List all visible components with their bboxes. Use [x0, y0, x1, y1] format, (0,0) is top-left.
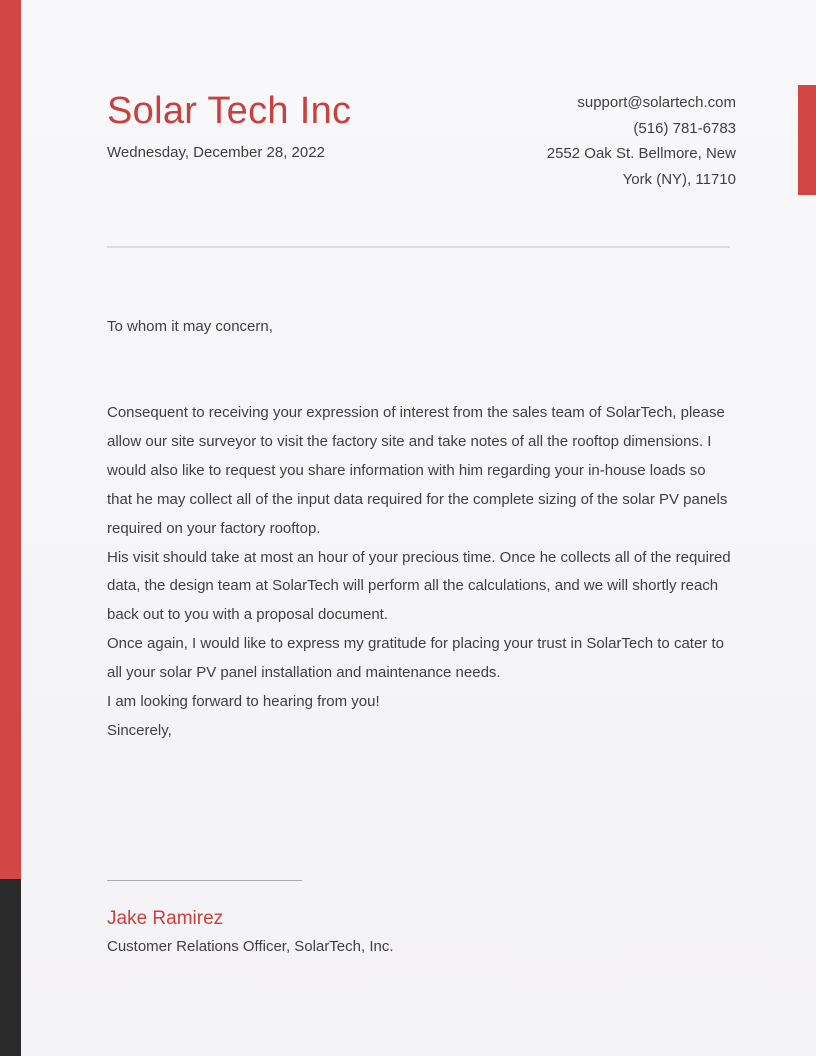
body-paragraph: I am looking forward to hearing from you! — [107, 693, 380, 711]
company-name: Solar Tech Inc — [107, 90, 352, 132]
left-dark-bar — [0, 879, 21, 1056]
body-paragraph: Consequent to receiving your expression of interest from the sales team of SolarTech, please allow our site surveyor to visit the factory site and take notes of all the rooftop dimensions. I would also like to request you share information with him regarding your in-house loads so that he may collect all of the input data required for the complete sizing of the solar PV panels required on your factory rooftop. — [107, 404, 728, 537]
letter-date: Wednesday, December 28, 2022 — [107, 144, 325, 161]
contact-phone: (516) 781-6783 — [633, 119, 736, 137]
contact-address-line2: York (NY), 11710 — [622, 171, 736, 189]
letter-body — [107, 399, 732, 746]
contact-address-line1: 2552 Oak St. Bellmore, New — [546, 145, 736, 163]
signer-title: Customer Relations Officer, SolarTech, Inc. — [107, 938, 394, 955]
salutation: To whom it may concern, — [107, 318, 273, 335]
left-accent-bar — [0, 0, 21, 879]
signature-line — [107, 880, 302, 881]
body-paragraph: His visit should take at most an hour of your precious time. Once he collects all of the required data, the design team at SolarTech will perform all the calculations, and we will shortly reach back out to you with a proposal document. — [107, 548, 731, 624]
body-paragraph: Once again, I would like to express my gratitude for placing your trust in SolarTech to cater to all your solar PV panel installation and maintenance needs. — [107, 635, 724, 682]
contact-block — [476, 90, 736, 193]
right-accent-tab — [798, 85, 816, 195]
signer-name: Jake Ramirez — [107, 908, 224, 929]
contact-email: support@solartech.com — [577, 94, 736, 111]
header-divider — [107, 246, 730, 248]
closing: Sincerely, — [107, 721, 172, 739]
